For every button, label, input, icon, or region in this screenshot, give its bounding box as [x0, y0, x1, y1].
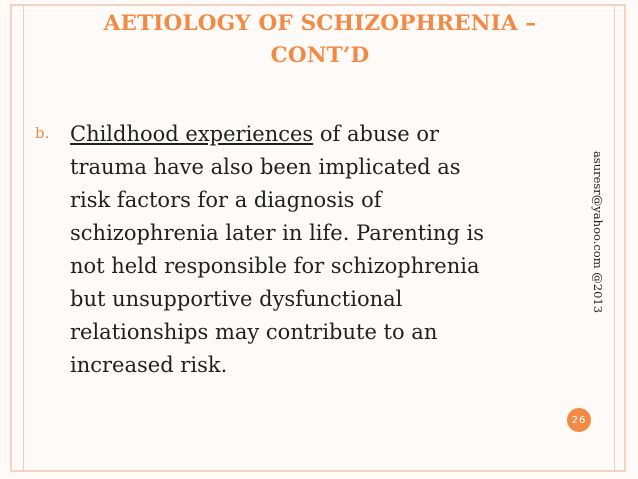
bullet-line-2: trauma have also been implicated as [70, 155, 461, 179]
underlined-phrase: Childhood experiences [70, 122, 314, 146]
bullet-marker: b. [35, 124, 50, 142]
copyright-vertical [590, 150, 606, 314]
right-rule [614, 4, 615, 472]
copyright-text: asuresr@yahoo.com @2013 [591, 150, 605, 314]
bullet-line-1-rest: of abuse or [313, 122, 440, 146]
bullet-line-3: risk factors for a diagnosis of [70, 188, 382, 212]
page-number-badge [567, 408, 591, 432]
bullet-line-4: schizophrenia later in life. Parenting is [70, 221, 485, 245]
bullet-line-7: relationships may contribute to an [70, 320, 438, 344]
bullet-line-8: increased risk. [70, 353, 228, 377]
title-line-2: CONT’D [270, 43, 370, 68]
title-line-1: AETIOLOGY OF SCHIZOPHRENIA – [103, 11, 537, 36]
bullet-line-1 [70, 118, 590, 151]
page-number: 26 [571, 414, 587, 426]
slide-title [40, 8, 600, 72]
bullet-line-5: not held responsible for schizophrenia [70, 254, 480, 278]
bullet-text [70, 118, 590, 382]
left-rule [23, 4, 24, 472]
bullet-line-6: but unsupportive dysfunctional [70, 287, 403, 311]
